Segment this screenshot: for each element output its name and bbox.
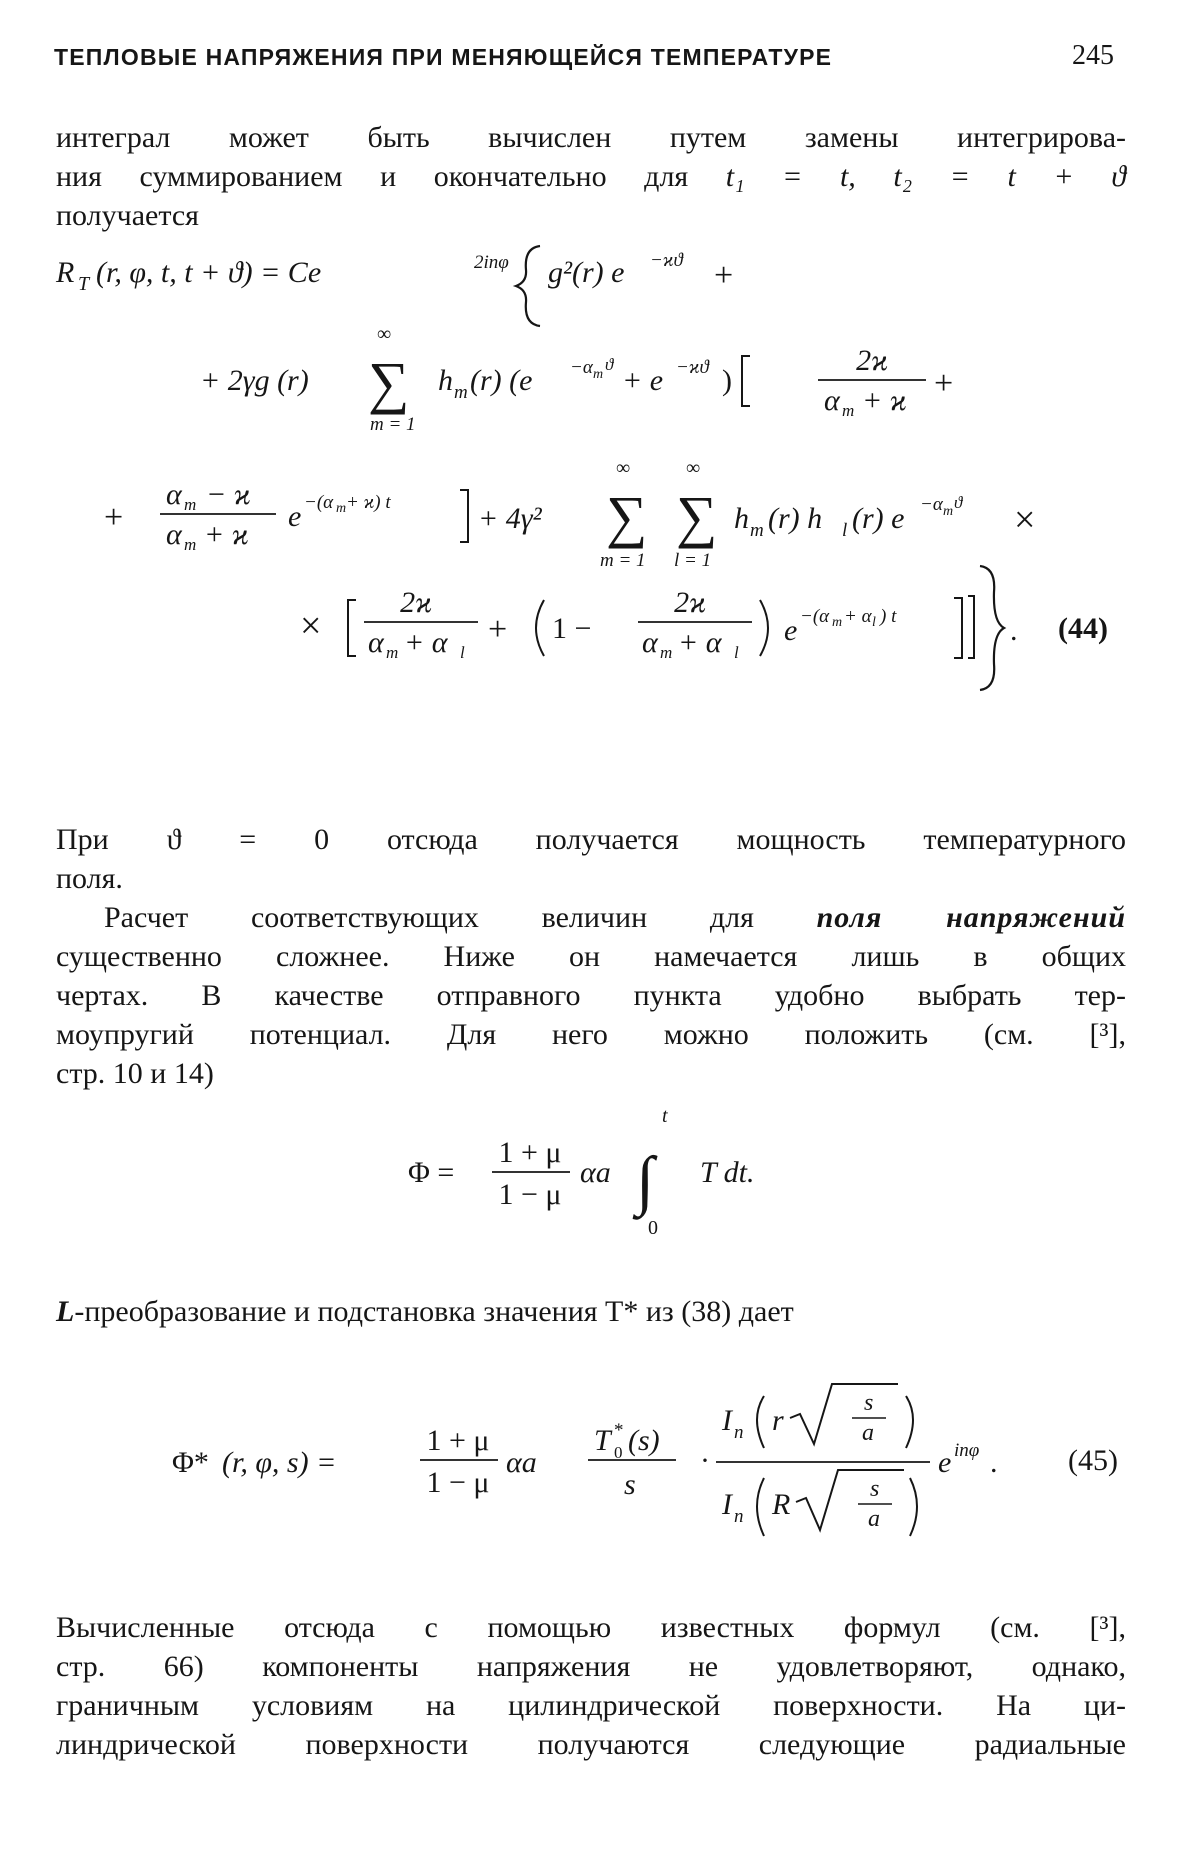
paren-open: [536, 600, 544, 656]
l3-h: h: [734, 502, 749, 535]
paren-close: [906, 1396, 913, 1448]
eq44-args: (r, φ, t, t + ϑ) = Ce: [96, 256, 322, 289]
eq45-e: e: [938, 1446, 952, 1479]
l4-den2-tail: + α: [678, 626, 722, 659]
phi-int-sign: ∫: [636, 1144, 655, 1217]
l3-exp2-tail: ϑ: [954, 493, 963, 512]
l3-exp2-sub: m: [943, 504, 954, 519]
l3-h3: (r) e: [852, 502, 905, 535]
sum-upper: ∞: [377, 323, 392, 345]
l3-den-alpha: α: [166, 518, 182, 551]
eq44-plus: +: [714, 257, 734, 294]
text-line: стр. 10 и 14): [56, 1057, 214, 1090]
In-top-sub: n: [734, 1422, 744, 1443]
sum-lower-l: l = 1: [674, 550, 712, 571]
eq44-line-4: [300, 566, 1108, 690]
l4-exp-sub: m: [832, 615, 843, 630]
eq44-rhs-exp: −ϰϑ: [650, 250, 683, 271]
eq45-period: .: [990, 1446, 998, 1479]
text-fragment: Расчет соответствующих величин для: [104, 901, 754, 934]
l4-e: e: [784, 614, 798, 647]
eq45-lhs: Φ*: [172, 1446, 209, 1479]
page-number: 245: [1072, 40, 1114, 71]
sum-lower-m: m = 1: [600, 550, 646, 571]
sum-sign-l: ∑: [676, 484, 718, 549]
eq44-h-sub: m: [454, 382, 468, 403]
phi-frac-num: 1 + μ: [498, 1136, 562, 1169]
sum-sign: ∑: [368, 350, 410, 415]
frac-den-sub: m: [842, 401, 855, 420]
l4-exp: −(α: [800, 606, 830, 627]
text-fragment: ния суммированием и окончательно для: [56, 160, 689, 193]
text-line: получается: [56, 199, 199, 232]
equation-44: [0, 230, 1200, 700]
paren-close: [760, 600, 768, 656]
eq44-term-2g: + 2γg (r): [200, 364, 309, 397]
l3-times: ×: [1014, 499, 1036, 541]
bessel-R: R: [772, 1488, 791, 1521]
eq44-paren: (r) (e: [470, 364, 533, 397]
l4-den-sub: m: [386, 643, 399, 662]
bracket-close: [460, 490, 468, 542]
bracket-close-3: [968, 596, 974, 658]
t0-den: s: [624, 1468, 636, 1501]
l4-den2-sub-l: l: [734, 643, 739, 662]
eq45-mid: αa: [506, 1446, 537, 1479]
eq44-line-2: [200, 323, 953, 435]
phi-int-upper: t: [662, 1105, 668, 1127]
eq44-number: (44): [1058, 612, 1108, 645]
l4-exp-tail: + α: [844, 606, 872, 627]
l4-den-alpha: α: [368, 626, 384, 659]
In-bottom: I: [722, 1488, 732, 1521]
eq44-rhs: g²(r) e: [548, 256, 625, 289]
eq45-frac-num: 1 + μ: [426, 1424, 490, 1457]
eq45-frac-den: 1 − μ: [426, 1466, 490, 1499]
text-line: граничным условиям на цилиндрической поверхности. На ци-: [56, 1689, 1126, 1722]
brace-open: [516, 246, 540, 326]
eq45-number: (45): [1068, 1444, 1118, 1477]
phi-frac-den: 1 − μ: [498, 1178, 562, 1211]
l3-h-sub: m: [750, 520, 764, 541]
l3-num-alpha: α: [166, 478, 182, 511]
equation-phi: [0, 1100, 1200, 1250]
text-line: моупругий потенциал. Для него можно положить (см. [³],: [56, 1018, 1126, 1051]
l3-den-tail: + ϰ: [204, 518, 249, 551]
eq44-close: ): [722, 364, 732, 397]
sum-sign-m: ∑: [606, 484, 648, 549]
eq44-exp1: −α: [570, 357, 593, 378]
eq45-dot: ·: [700, 1444, 710, 1477]
sqrt-s: s: [864, 1390, 874, 1416]
eq44-term-4g: + 4γ²: [478, 502, 542, 535]
bessel-r: r: [772, 1404, 784, 1437]
sum-lower: m = 1: [370, 414, 416, 435]
l4-den-sub-l: l: [460, 643, 465, 662]
text-fragment: -преобразование и подстановка значения T* из (38) дает: [74, 1295, 794, 1328]
sum-upper-l: ∞: [686, 457, 701, 479]
l3-num-sub: m: [184, 495, 197, 514]
l4-one: 1 −: [552, 612, 592, 645]
eq44-exp1-sub: m: [593, 367, 604, 382]
emphasis: поля напряжений: [816, 901, 1127, 934]
phi-lhs: Φ =: [408, 1156, 455, 1189]
sqrt-s-2: s: [870, 1476, 880, 1502]
In-bottom-sub: n: [734, 1506, 744, 1527]
eq44-exp: 2inφ: [474, 252, 509, 273]
text-line: поля.: [56, 862, 123, 895]
l3-exp2: −α: [920, 494, 943, 515]
phi-mid: αa: [580, 1156, 611, 1189]
eq45-exp: inφ: [954, 1440, 980, 1461]
paren-open: [757, 1478, 764, 1536]
sum-upper-m: ∞: [616, 457, 631, 479]
l3-e: e: [288, 500, 302, 533]
text-line: [56, 898, 1126, 937]
eq44-plus-3: +: [104, 499, 124, 536]
l3-h2: (r) h: [768, 502, 823, 535]
t0-arg: (s): [628, 1424, 660, 1457]
l4-den2-alpha: α: [642, 626, 658, 659]
bracket-open: [742, 356, 750, 406]
t0-star: *: [614, 1420, 624, 1441]
text-line: [56, 1292, 1126, 1331]
t0-sub: 0: [614, 1443, 623, 1462]
running-head: [54, 38, 1114, 78]
bracket-close-2: [954, 598, 962, 658]
phi-integrand: T dt.: [700, 1156, 755, 1189]
sqrt-a-2: a: [868, 1506, 880, 1532]
text-line: [56, 157, 1126, 196]
eq44-mid: + e: [622, 364, 664, 397]
l3-h2-sub: l: [842, 520, 848, 541]
inline-math: t₁ = t, t₂ = t + ϑ: [725, 160, 1126, 193]
eq45-lhs-args: (r, φ, s) =: [222, 1446, 337, 1479]
l4-num: 2ϰ: [400, 586, 432, 619]
paren-close: [910, 1478, 917, 1536]
l4-den-tail: + α: [404, 626, 448, 659]
eq44-lhs-sub: T: [78, 273, 90, 295]
eq44-line-3: [104, 457, 1035, 571]
sqrt-a: a: [862, 1420, 874, 1446]
brace-close: [980, 566, 1004, 690]
text-line: линдрической поверхности получаются следующие радиальные: [56, 1728, 1126, 1761]
paragraph-stress-components: [56, 1608, 1126, 1764]
paragraph-L-transform: [56, 1292, 1126, 1331]
l4-plus: +: [488, 611, 508, 648]
text-line: чертах. В качестве отправного пункта удобно выбрать тер-: [56, 979, 1126, 1012]
sqrt-sign: [790, 1384, 898, 1444]
phi-int-lower: 0: [648, 1217, 658, 1239]
l3-den-sub: m: [184, 535, 197, 554]
frac-den-tail: + ϰ: [862, 384, 907, 417]
paragraph-theta-zero: [56, 820, 1126, 898]
l4-den2-sub: m: [660, 643, 673, 662]
l3-exp-tail: + ϰ) t: [346, 492, 391, 513]
text-line: интеграл может быть вычислен путем замены интегрирова-: [56, 121, 1126, 154]
eq44-exp2: −ϰϑ: [676, 357, 709, 378]
eq44-lhs: R: [56, 256, 75, 289]
paren-open: [757, 1396, 764, 1448]
L-symbol: L: [56, 1295, 75, 1328]
eq44-plus-2: +: [934, 365, 954, 402]
l4-exp-end: ) t: [880, 606, 897, 627]
l4-num-2: 2ϰ: [674, 586, 706, 619]
eq44-h: h: [438, 364, 453, 397]
eq44-exp1-tail: ϑ: [605, 355, 614, 374]
frac-2k-num: 2ϰ: [856, 344, 888, 377]
text-line: существенно сложнее. Ниже он намечается лишь в общих: [56, 940, 1126, 973]
running-title: ТЕПЛОВЫЕ НАПРЯЖЕНИЯ ПРИ МЕНЯЮЩЕЙСЯ ТЕМПЕРАТУРЕ: [54, 44, 833, 70]
l4-times: ×: [300, 605, 322, 647]
eq44-period: .: [1010, 614, 1018, 647]
text-line: При ϑ = 0 отсюда получается мощность температурного: [56, 823, 1126, 856]
equation-45: [0, 1370, 1200, 1560]
paragraph-intro: [56, 118, 1126, 235]
paragraph-stress-field: [56, 898, 1126, 1093]
text-line: Вычисленные отсюда с помощью известных формул (см. [³],: [56, 1611, 1126, 1644]
l3-exp: −(α: [304, 492, 334, 513]
frac-den-alpha: α: [824, 384, 840, 417]
t0-T: T: [594, 1424, 611, 1457]
sqrt-sign: [796, 1470, 904, 1530]
l3-exp-sub: m: [336, 501, 347, 516]
eq44-line-1: [55, 246, 733, 326]
l4-exp-sub-l: l: [872, 615, 876, 630]
l3-num-tail: − ϰ: [206, 478, 251, 511]
In-top: I: [722, 1404, 732, 1437]
bracket-open-2: [348, 600, 356, 656]
text-line: стр. 66) компоненты напряжения не удовлетворяют, однако,: [56, 1650, 1126, 1683]
